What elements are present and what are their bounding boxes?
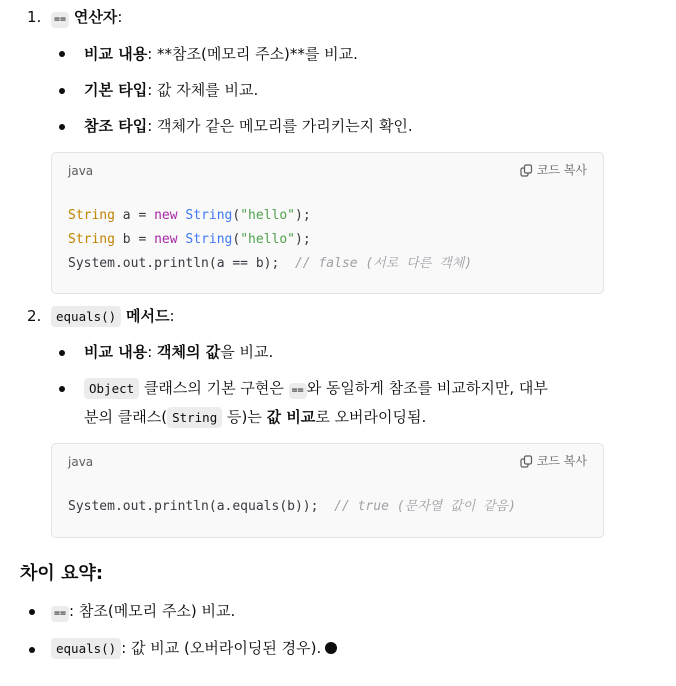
list-number-2: 2. <box>27 307 42 325</box>
copy-icon <box>520 455 533 468</box>
code-language-label: java <box>68 164 94 178</box>
bullet <box>59 88 65 94</box>
inline-code-eq: == <box>289 383 307 399</box>
code-block-2 <box>51 443 604 538</box>
code-line: String b = new String("hello"); <box>68 232 311 247</box>
code-line: String a = new String("hello"); <box>68 208 311 223</box>
item1-title: 연산자 <box>73 8 118 26</box>
inline-code-equals: equals() <box>51 306 121 327</box>
inline-code-object: Object <box>84 378 139 399</box>
copy-label: 코드 복사 <box>536 454 587 468</box>
code-line: System.out.println(a == b); // false (서로 다른 객체) <box>68 256 473 271</box>
code-language-label: java <box>68 455 94 469</box>
bullet <box>59 124 65 130</box>
copy-code-button[interactable] <box>520 162 587 178</box>
item2-heading: equals() 메서드: <box>51 304 175 328</box>
code-line: System.out.println(a.equals(b)); // true (문자열 값이 같음) <box>68 499 516 514</box>
copy-label: 코드 복사 <box>536 163 587 177</box>
item1-bullet-2: 기본 타입: 값 자체를 비교. <box>84 81 259 99</box>
item1-bullet-1: 비교 내용: **참조(메모리 주소)**를 비교. <box>84 45 358 63</box>
item1-bullet-3: 참조 타입: 객체가 같은 메모리를 가리키는지 확인. <box>84 117 413 135</box>
bullet <box>59 350 65 356</box>
item2-bullet-1: 비교 내용: 객체의 값을 비교. <box>84 343 274 361</box>
bullet <box>29 609 35 615</box>
bullet <box>29 647 35 653</box>
item2-bullet-2-line-2: 분의 클래스( String 등)는 값 비교로 오버라이딩됨. <box>84 408 427 426</box>
copy-code-button[interactable] <box>520 453 587 469</box>
bullet <box>59 386 65 392</box>
inline-code-equals: equals() <box>51 638 121 659</box>
item2-title: 메서드 <box>126 307 170 325</box>
inline-code-eq: == <box>51 12 69 28</box>
inline-code-string: String <box>167 407 222 428</box>
bullet <box>59 51 65 57</box>
inline-code-eq: == <box>51 606 69 622</box>
copy-icon <box>520 164 533 177</box>
summary-heading: 차이 요약: <box>20 563 104 584</box>
list-number-1: 1. <box>27 8 42 26</box>
summary-item-1: == : 참조(메모리 주소) 비교. <box>51 599 235 623</box>
item2-bullet-2-line-1: Object 클래스의 기본 구현은 == 와 동일하게 참조를 비교하지만, 대부 <box>84 376 548 400</box>
item1-heading: == 연산자: <box>51 5 122 29</box>
code-block-1 <box>51 152 604 294</box>
summary-item-2: equals() : 값 비교 (오버라이딩된 경우). <box>51 636 337 660</box>
streaming-cursor-icon <box>325 642 337 654</box>
